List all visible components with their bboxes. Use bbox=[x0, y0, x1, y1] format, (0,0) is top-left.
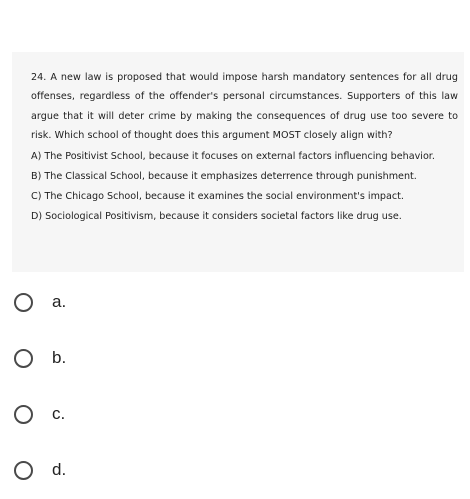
answer-option-b[interactable] bbox=[14, 338, 314, 378]
question-text: 24. A new law is proposed that would impose harsh mandatory sentences for all drug offenses, regardless of the offender's personal circumstances. Supporters of this law argue that it will deter crime by making the consequences of drug use too severe to risk. Which school of thought does this argument MOST closely align with? bbox=[31, 72, 458, 142]
answer-option-d[interactable] bbox=[14, 450, 314, 490]
answer-label-d: d. bbox=[52, 460, 67, 479]
answer-label-b: b. bbox=[52, 348, 67, 367]
answer-label-c: c. bbox=[52, 404, 66, 423]
choice-c-text: C) The Chicago School, because it examines the social environment's impact. bbox=[31, 190, 404, 202]
radio-button-b[interactable] bbox=[14, 349, 33, 368]
radio-button-a[interactable] bbox=[14, 293, 33, 312]
choice-b-text: B) The Classical School, because it emphasizes deterrence through punishment. bbox=[31, 170, 417, 182]
answer-option-c[interactable] bbox=[14, 394, 314, 434]
choice-d-text: D) Sociological Positivism, because it considers societal factors like drug use. bbox=[31, 210, 402, 222]
radio-button-d[interactable] bbox=[14, 461, 33, 480]
radio-button-c[interactable] bbox=[14, 405, 33, 424]
answer-option-a[interactable] bbox=[14, 282, 314, 322]
question-card bbox=[12, 52, 464, 272]
answer-label-a: a. bbox=[52, 292, 67, 311]
choice-a-text: A) The Positivist School, because it focuses on external factors influencing behavior. bbox=[31, 150, 435, 162]
question-choices bbox=[31, 147, 458, 227]
